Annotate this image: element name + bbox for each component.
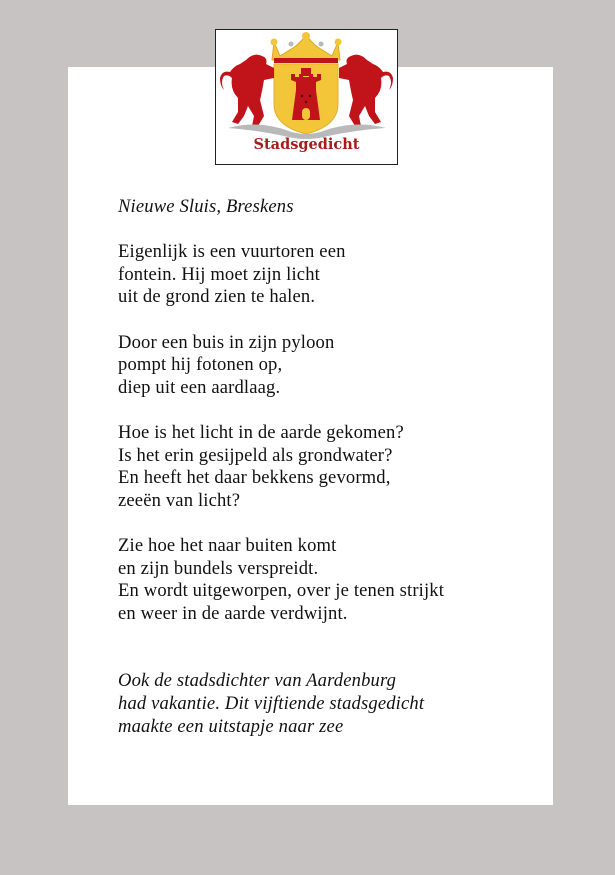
poem-title: Nieuwe Sluis, Breskens xyxy=(118,196,294,217)
note-line: Ook de stadsdichter van Aardenburg xyxy=(118,670,397,692)
poem-note xyxy=(118,670,548,738)
stanza xyxy=(118,241,548,309)
crown-icon xyxy=(271,32,342,63)
lion-right-icon xyxy=(339,55,393,126)
poem-line: Hoe is het licht in de aarde gekomen? xyxy=(118,421,404,443)
poem-line: Door een buis in zijn pyloon xyxy=(118,331,335,353)
poem-line: diep uit een aardlaag. xyxy=(118,376,281,398)
poem xyxy=(118,196,548,738)
poem-line: En heeft het daar bekkens gevormd, xyxy=(118,467,391,489)
stanza xyxy=(118,422,548,512)
poem-line: en zijn bundels verspreidt. xyxy=(118,557,319,579)
lion-left-icon xyxy=(220,55,274,126)
poem-line: uit de grond zien te halen. xyxy=(118,286,316,308)
poem-line: zeeën van licht? xyxy=(118,489,241,511)
shield-icon xyxy=(274,64,338,134)
stanza xyxy=(118,535,548,625)
poem-line: Is het erin gesijpeld als grondwater? xyxy=(118,444,393,466)
note-line: had vakantie. Dit vijftiende stadsgedicht xyxy=(118,693,425,715)
poem-line: pompt hij fotonen op, xyxy=(118,354,283,376)
note-line: maakte een uitstapje naar zee xyxy=(118,715,344,737)
stadsgedicht-logo xyxy=(215,29,398,165)
poem-line: Eigenlijk is een vuurtoren een xyxy=(118,241,346,263)
poem-line: Zie hoe het naar buiten komt xyxy=(118,534,337,556)
stanza xyxy=(118,332,548,400)
poem-line: fontein. Hij moet zijn licht xyxy=(118,263,320,285)
poem-line: en weer in de aarde verdwijnt. xyxy=(118,602,348,624)
poem-line: En wordt uitgeworpen, over je tenen strijkt xyxy=(118,580,445,602)
logo-label: Stadsgedicht xyxy=(253,136,360,153)
